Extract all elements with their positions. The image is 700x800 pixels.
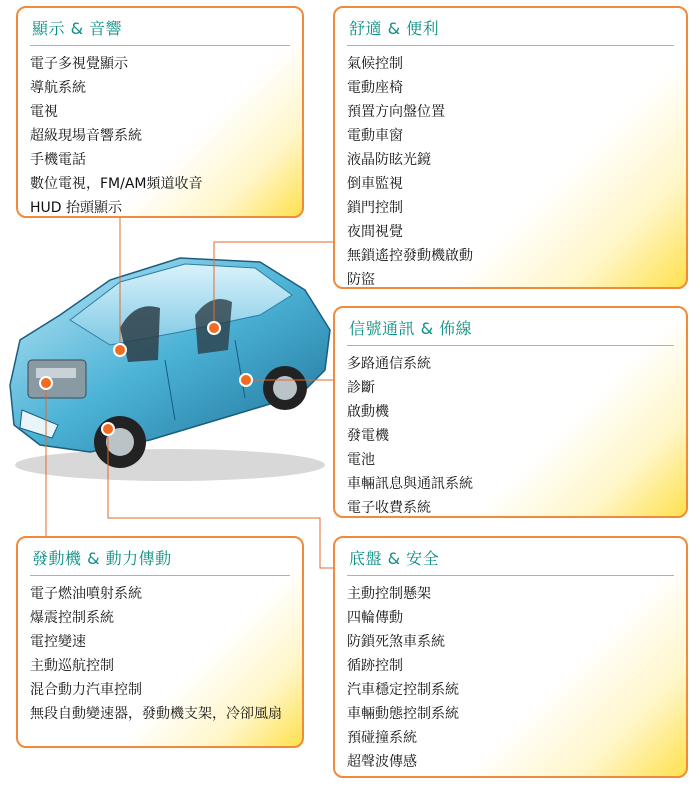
list-item: 電子收費系統 (347, 500, 431, 516)
list-item: 超聲波傳感 (347, 754, 417, 770)
list-item: 循跡控制 (347, 658, 403, 674)
car-illustration (0, 220, 340, 490)
list-item: 電子燃油噴射系統 (30, 586, 142, 602)
feature-list (347, 582, 674, 774)
list-item: HUD 抬頭顯示 (30, 200, 123, 216)
list-item: 電動車窗 (347, 128, 403, 144)
list-item: 防鎖死煞車系統 (347, 634, 445, 650)
list-item: 四輪傳動 (347, 610, 403, 626)
list-item: 夜間視覺 (347, 224, 403, 240)
feature-list (347, 352, 674, 520)
feature-list (30, 582, 290, 726)
feature-list (347, 52, 674, 292)
list-item: 混合動力汽車控制 (30, 682, 142, 698)
list-item: 電子多視覺顯示 (30, 56, 128, 72)
list-item: 啟動機 (347, 404, 389, 420)
list-item: 數位電視，FM/AM頻道收音 (30, 176, 203, 192)
list-item: 主動控制懸架 (347, 586, 431, 602)
panel-display-audio (16, 6, 304, 218)
list-item: 液晶防眩光鏡 (347, 152, 431, 168)
panel-title: 底盤 & 安全 (347, 544, 674, 576)
panel-signal-wiring (333, 306, 688, 518)
list-item: 電池 (347, 452, 375, 468)
list-item: 多路通信系統 (347, 356, 431, 372)
panel-engine-powertrain (16, 536, 304, 748)
panel-title: 發動機 & 動力傳動 (30, 544, 290, 576)
list-item: 電控變速 (30, 634, 86, 650)
list-item: 無段自動變速器，發動機支架，冷卻風扇 (30, 706, 282, 722)
list-item: 診斷 (347, 380, 375, 396)
feature-list (30, 52, 290, 220)
list-item: 電視 (30, 104, 58, 120)
panel-comfort-convenience (333, 6, 688, 289)
list-item: 無鎖遙控發動機啟動 (347, 248, 473, 264)
list-item: 預置方向盤位置 (347, 104, 445, 120)
list-item: 手機電話 (30, 152, 86, 168)
panel-title: 顯示 & 音響 (30, 14, 290, 46)
panel-title: 信號通訊 & 佈線 (347, 314, 674, 346)
list-item: 主動巡航控制 (30, 658, 114, 674)
panel-chassis-safety (333, 536, 688, 778)
list-item: 防盜 (347, 272, 375, 288)
list-item: 超級現場音響系統 (30, 128, 142, 144)
list-item: 車輛訊息與通訊系統 (347, 476, 473, 492)
list-item: 發電機 (347, 428, 389, 444)
list-item: 導航系統 (30, 80, 86, 96)
panel-title: 舒適 & 便利 (347, 14, 674, 46)
list-item: 倒車監視 (347, 176, 403, 192)
list-item: 汽車穩定控制系統 (347, 682, 459, 698)
list-item: 車輛動態控制系統 (347, 706, 459, 722)
list-item: 爆震控制系統 (30, 610, 114, 626)
list-item: 鎖門控制 (347, 200, 403, 216)
list-item: 預碰撞系統 (347, 730, 417, 746)
list-item: 電動座椅 (347, 80, 403, 96)
list-item: 氣候控制 (347, 56, 403, 72)
